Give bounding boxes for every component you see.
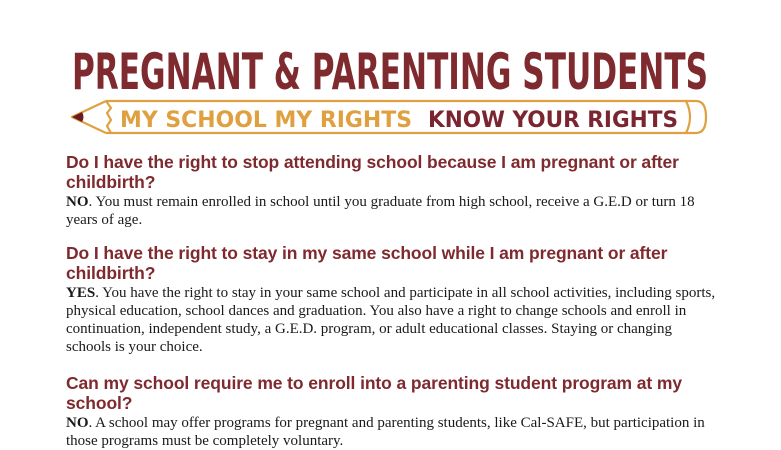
faq-question [66, 373, 756, 413]
faq-question [66, 152, 756, 192]
tagline-my-school-my-rights: MY SCHOOL MY RIGHTS [120, 108, 412, 133]
answer-keyword: NO [66, 415, 89, 431]
answer-line: schools is your choice. [66, 339, 203, 355]
faq-answer [66, 193, 756, 229]
faq-item [66, 373, 756, 450]
answer-line [66, 193, 756, 211]
question-line: school? [66, 393, 133, 413]
question-line: Do I have the right to stay in my same school while I am pregnant or after [66, 243, 668, 263]
answer-line: those programs must be completely voluntary. [66, 433, 344, 449]
banner-title [70, 44, 710, 94]
faq-answer [66, 284, 756, 356]
faq-item [66, 152, 756, 229]
pencil-banner [66, 98, 711, 138]
answer-line: years of age. [66, 212, 143, 228]
answer-keyword: YES [66, 285, 96, 301]
question-line: childbirth? [66, 172, 156, 192]
question-line: Can my school require me to enroll into a parenting student program at my [66, 373, 682, 393]
answer-text: . You must remain enrolled in school until you graduate from high school, receive a G.E.D or turn 18 [88, 194, 695, 210]
faq-question [66, 243, 756, 283]
faq-answer [66, 414, 756, 450]
question-line: Do I have the right to stop attending school because I am pregnant or after [66, 152, 679, 172]
title-text: PREGNANT & PARENTING STUDENTS [72, 44, 708, 94]
answer-text: . You have the right to stay in your same school and participate in all school activities, including sports, [95, 285, 716, 301]
answer-keyword: NO [66, 194, 89, 210]
answer-line [66, 284, 756, 302]
question-line: childbirth? [66, 263, 156, 283]
tagline-know-your-rights: KNOW YOUR RIGHTS [428, 108, 678, 133]
answer-line: continuation, independent study, a G.E.D. program, or adult educational classes. Staying or changing [66, 321, 672, 337]
answer-text: . A school may offer programs for pregnant and parenting students, like Cal-SAFE, but participation in [88, 415, 705, 431]
answer-line [66, 414, 756, 432]
faq-item [66, 243, 756, 356]
answer-line: physical education, school dances and graduation. You also have a right to change schools and enroll in [66, 303, 687, 319]
